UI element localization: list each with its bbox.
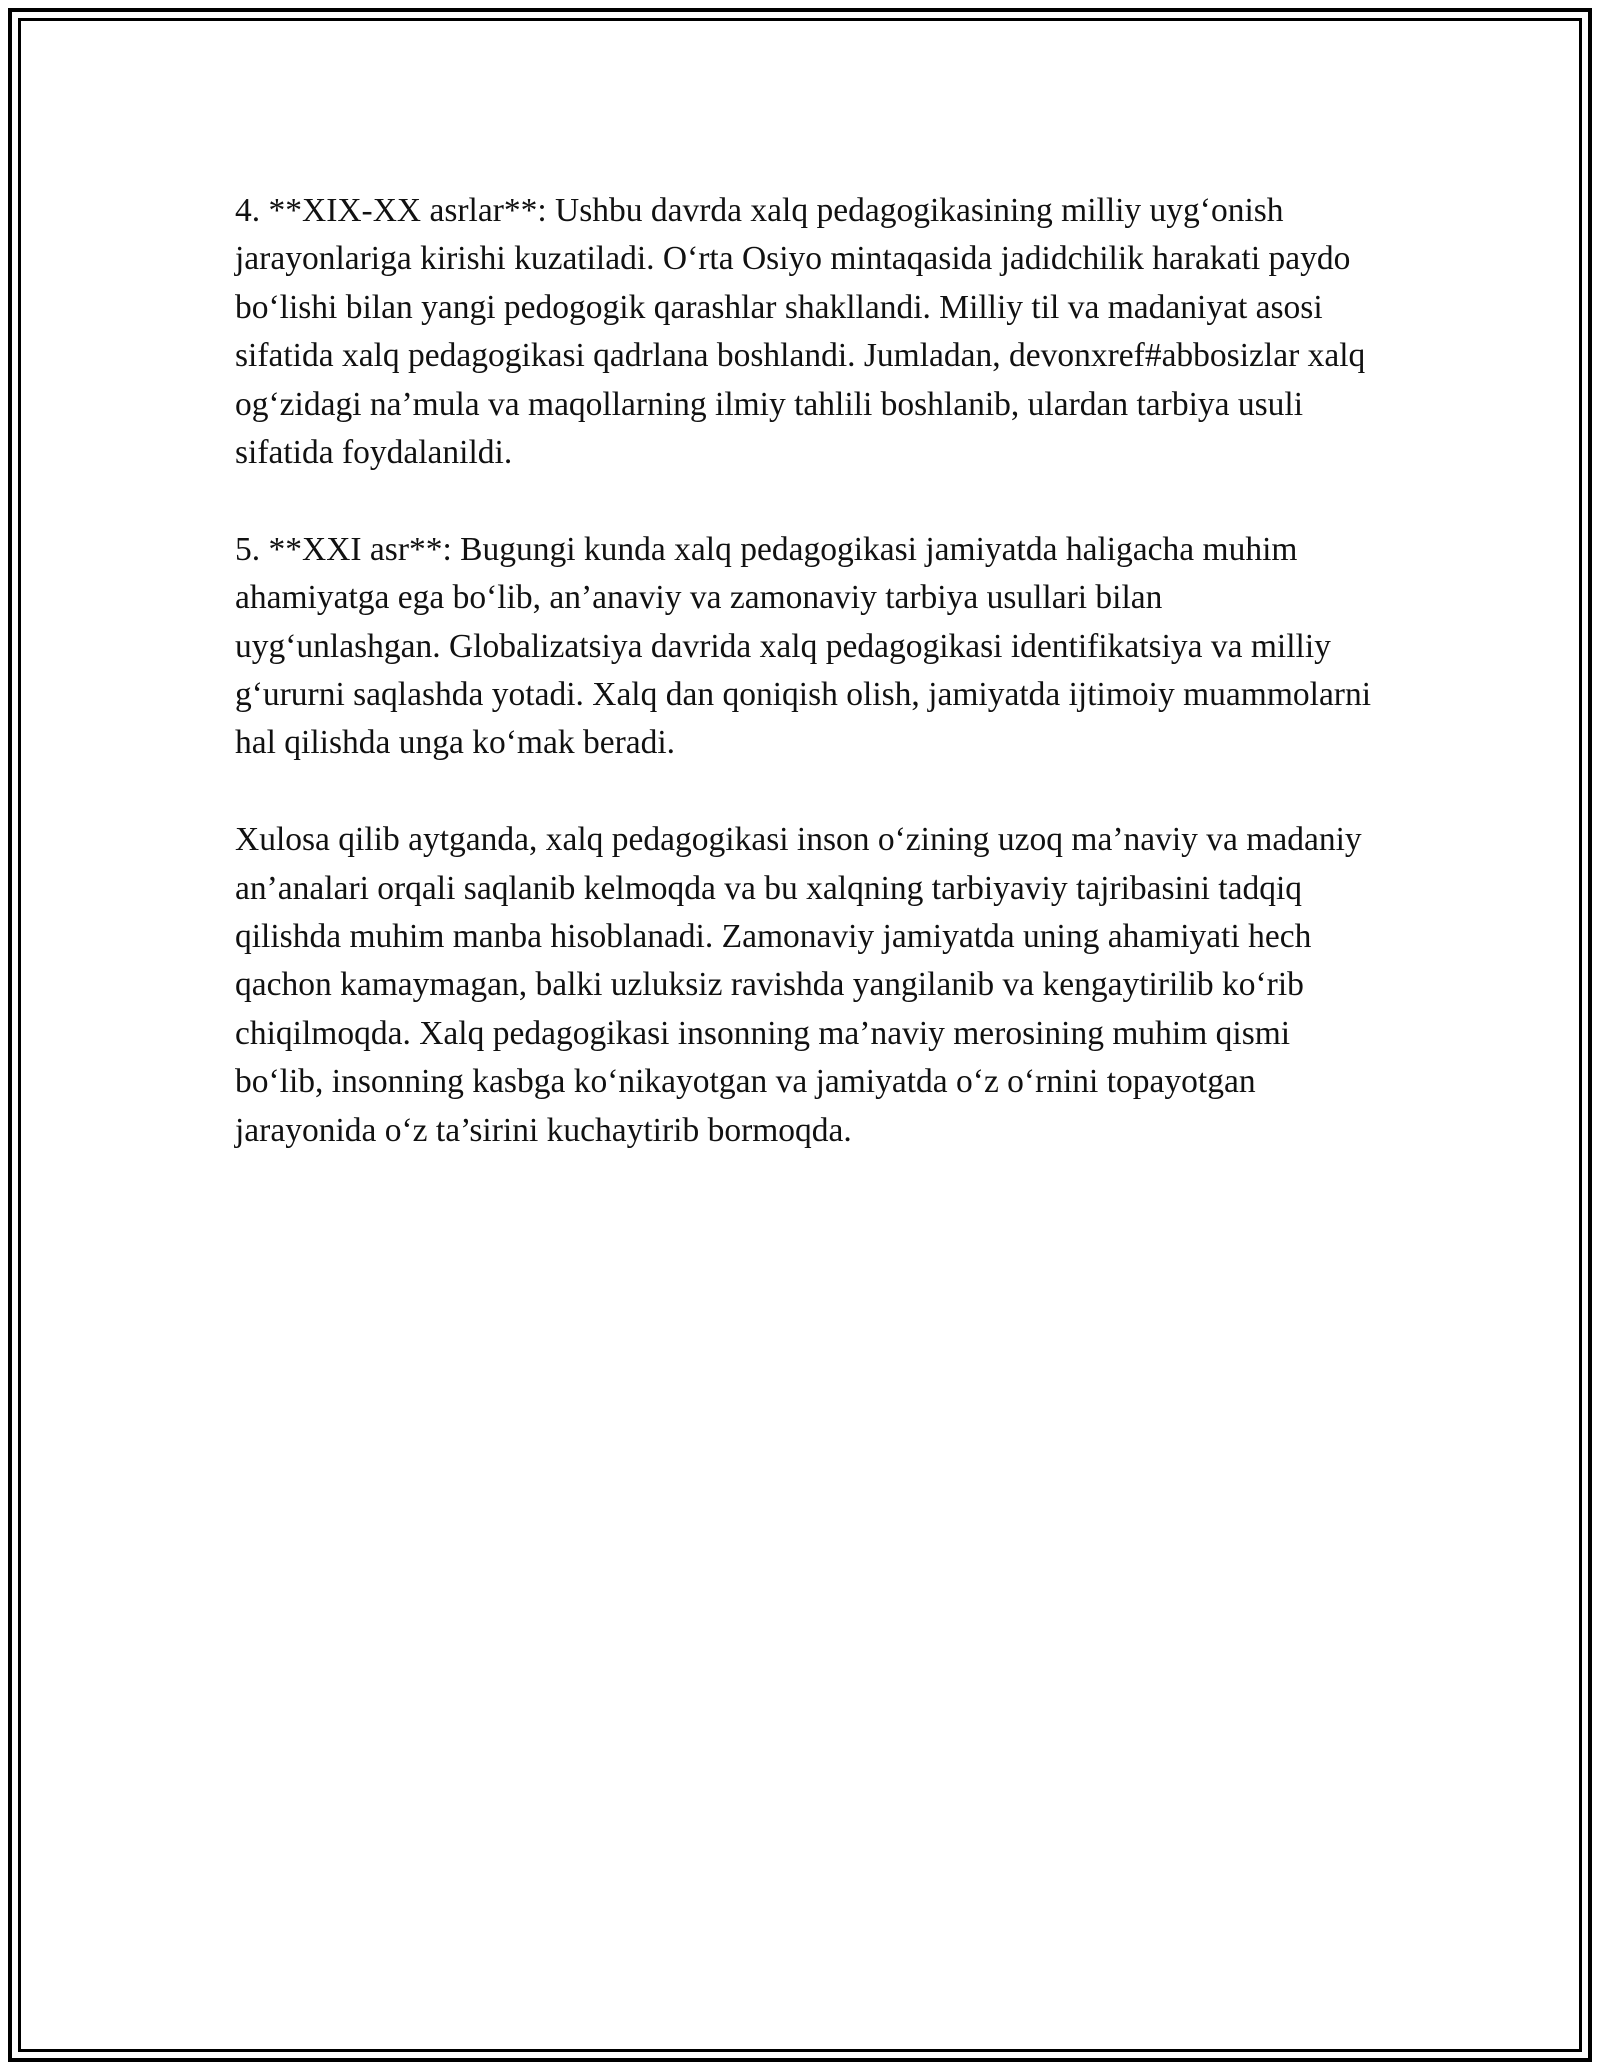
- paragraph-conclusion: Xulosa qilib aytganda, xalq pedagogikasi inson o‘zining uzoq ma’naviy va madaniy an’analari orqali saqlanib kelmoqda va bu xalqning tarbiyaviy tajribasini tadqiq qilishda muhim manba hisoblanadi. Zamonaviy jamiyatda uning ahamiyati hech qachon kamaymagan, balki uzluksiz ravishda yangilanib va kengaytirilib ko‘rib chiqilmoqda. Xalq pedagogikasi insonning ma’naviy merosining muhim qismi bo‘lib, insonning kasbga ko‘nikayotgan va jamiyatda o‘z o‘rnini topayotgan jarayonida o‘z ta’sirini kuchaytirib bormoqda.: [235, 821, 1362, 1149]
- paragraph-xix-xx-centuries: 4. **XIX-XX asrlar**: Ushbu davrda xalq pedagogikasining milliy uyg‘onish jarayonlariga kirishi kuzatiladi. O‘rta Osiyo mintaqasida jadidchilik harakati paydo bo‘lishi bilan yangi pedogogik qarashlar shakllandi. Milliy til va madaniyat asosi sifatida xalq pedagogikasi qadrlana boshlandi. Jumladan, devonxref#abbosizlar xalq og‘zidagi na’mula va maqollarning ilmiy tahlili boshlanib, ulardan tarbiya usuli sifatida foydalanildi.: [235, 192, 1366, 472]
- paragraph-xxi-century: 5. **XXI asr**: Bugungi kunda xalq pedagogikasi jamiyatda haligacha muhim ahamiyatga ega bo‘lib, an’anaviy va zamonaviy tarbiya usullari bilan uyg‘unlashgan. Globalizatsiya davrida xalq pedagogikasi identifikatsiya va milliy g‘ururni saqlashda yotadi. Xalq dan qoniqish olish, jamiyatda ijtimoiy muammolarni hal qilishda unga ko‘mak beradi.: [235, 530, 1372, 762]
- document-body: [235, 187, 1375, 1155]
